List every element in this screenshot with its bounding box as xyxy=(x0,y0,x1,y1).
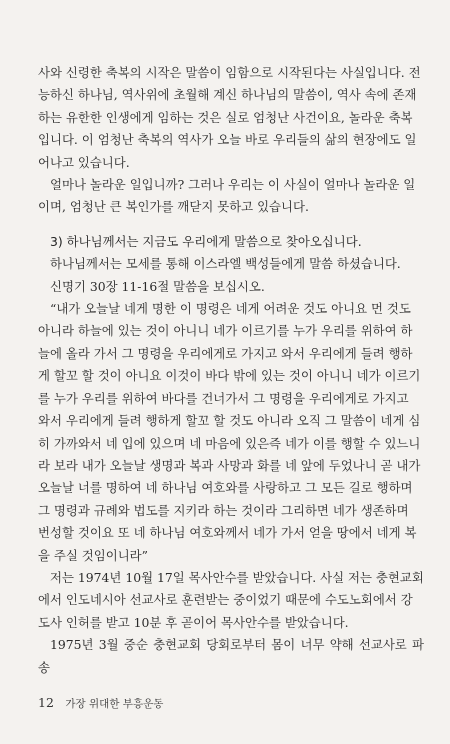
page-footer xyxy=(38,695,163,711)
paragraph: 1975년 3월 중순 충현교회 당회로부터 몸이 너무 약해 선교사로 파송 xyxy=(38,637,424,675)
paragraph: 얼마나 놀라운 일입니까? 그러나 우리는 이 사실이 얼마나 놀라운 일 이며, 엄청난 큰 복인가를 깨닫지 못하고 있습니다. xyxy=(38,177,416,215)
paragraph: 하나님께서는 모세를 통해 이스라엘 백성들에게 말씀 하셨습니다. xyxy=(50,256,401,272)
body-text xyxy=(38,62,424,679)
paragraph: 신명기 30장 11-16절 말씀을 보십시오. xyxy=(50,278,265,294)
book-title: 가장 위대한 부흥운동 xyxy=(65,698,164,710)
paragraph: 저는 1974년 10월 17일 목사안수를 받았습니다. 사실 저는 충현교회 에서 인도네시아 선교사로 훈련받는 중이었기 때문에 수도노회에서 강 도사 인허를 받고 10분 후 곧이어 목사안수를 받았습니다. xyxy=(38,569,424,630)
scripture-quote: “내가 오늘날 네게 명한 이 명령은 네게 어려운 것도 아니요 먼 것도 아니라 하늘에 있는 것이 아니니 네가 이르기를 누가 우리를 위하여 하 늘에 올라 가서 그 명령을 우리에게로 가지고 와서 우리에게 들려 행하 게 할꼬 할 것이 아니요 이것이 바다 밖에 있는 것이 아니니 네가 이르기 를 누가 우리를 위하여 바다를 건너가서 그 명령을 우리에게로 가지고 와서 우리에게 들려 행하게 할꼬 할 것도 아니라 오직 그 말씀이 네게 심 히 가까와서 네 입에 있으며 네 마음에 있은즉 네가 이를 행할 수 있느니 라 보라 내가 오늘날 생명과 복과 사망과 화를 네 앞에 두었나니 곧 내가 오늘날 너를 명하여 네 하나님 여호와를 사랑하고 그 모든 길로 행하며 그 명령과 규례와 법도를 지키라 하는 것이라 그리하면 네가 생존하며 번성할 것이요 또 네 하나님 여호와께서 네가 가서 얻을 땅에서 네게 복 을 주실 것임이니라” xyxy=(38,301,421,563)
page-number: 12 xyxy=(38,695,54,710)
section-heading: 3) 하나님께서는 지금도 우리에게 말씀으로 찾아오십니다. xyxy=(50,233,362,249)
paragraph: 사와 신령한 축복의 시작은 말씀이 임함으로 시작된다는 사실입니다. 전 능하신 하나님, 역사위에 초월해 계신 하나님의 말씀이, 역사 속에 존재 하는 유한한 인생에게 임하는 것은 실로 엄청난 사건이요, 놀라운 축복 입니다. 이 엄청난 축복의 역사가 오늘 바로 우리들의 삶의 현장에도 일 어나고 있습니다. xyxy=(38,65,421,170)
